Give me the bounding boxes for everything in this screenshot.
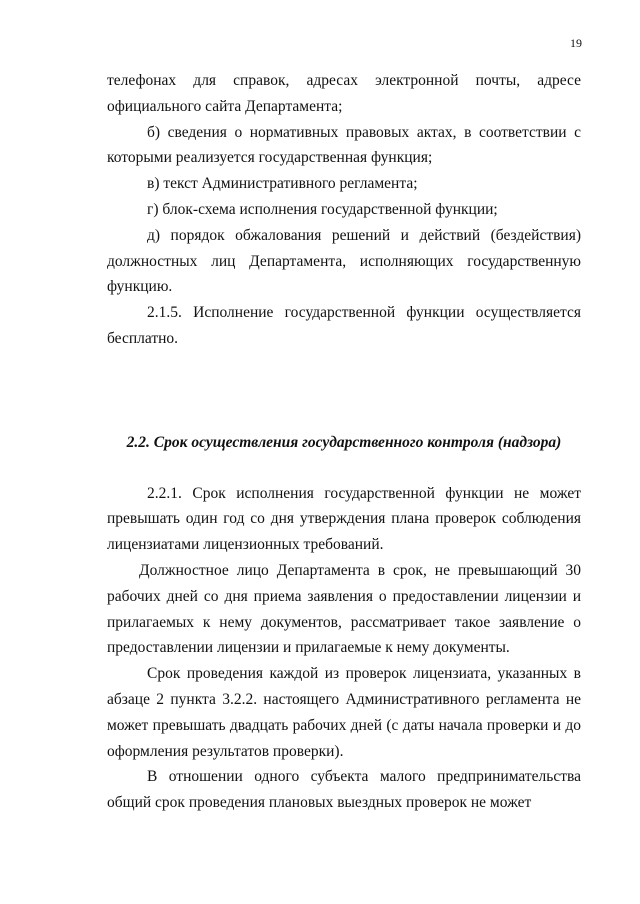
paragraph-2-2-1: 2.2.1. Срок исполнения государственной функции не может превышать один год со дня утверждения плана проверок соблюдения лицензиатами лицензионных требований.: [107, 484, 581, 554]
section-heading: 2.2. Срок осуществления государственного контроля (надзора): [126, 433, 562, 451]
paragraph-item-b: б) сведения о нормативных правовых актах, в соответствии с которыми реализуется государственная функция;: [107, 123, 581, 167]
paragraph-small-business: В отношении одного субъекта малого предпринимательства общий срок проведения плановых выездных проверок не может: [107, 768, 581, 812]
paragraph-2-1-5: 2.1.5. Исполнение государственной функции осуществляется бесплатно.: [107, 304, 581, 347]
paragraph-official-term: Должностное лицо Департамента в срок, не превышающий 30 рабочих дней со дня приема заявления о предоставлении лицензии и прилагаемых к нему документов, рассматривает такое заявление о предоставлении лицензии и прилагаемые к нему документы.: [107, 561, 581, 657]
paragraph-contacts: телефонах для справок, адресах электронной почты, адресе официального сайта Департамента;: [107, 72, 581, 115]
paragraph-inspection-term: Срок проведения каждой из проверок лицензиата, указанных в абзаце 2 пункта 3.2.2. настоящего Административного регламента не может превышать двадцать рабочих дней (с даты начала проверки и до оформления результатов проверки).: [107, 665, 581, 760]
page-number: 19: [570, 36, 582, 50]
paragraph-item-v: в) текст Административного регламента;: [147, 175, 418, 193]
paragraph-item-d: д) порядок обжалования решений и действий (бездействия) должностных лиц Департамента, исполняющих государственную функцию.: [107, 226, 581, 296]
document-body: [107, 68, 581, 816]
paragraph-item-g: г) блок-схема исполнения государственной функции;: [147, 200, 498, 218]
